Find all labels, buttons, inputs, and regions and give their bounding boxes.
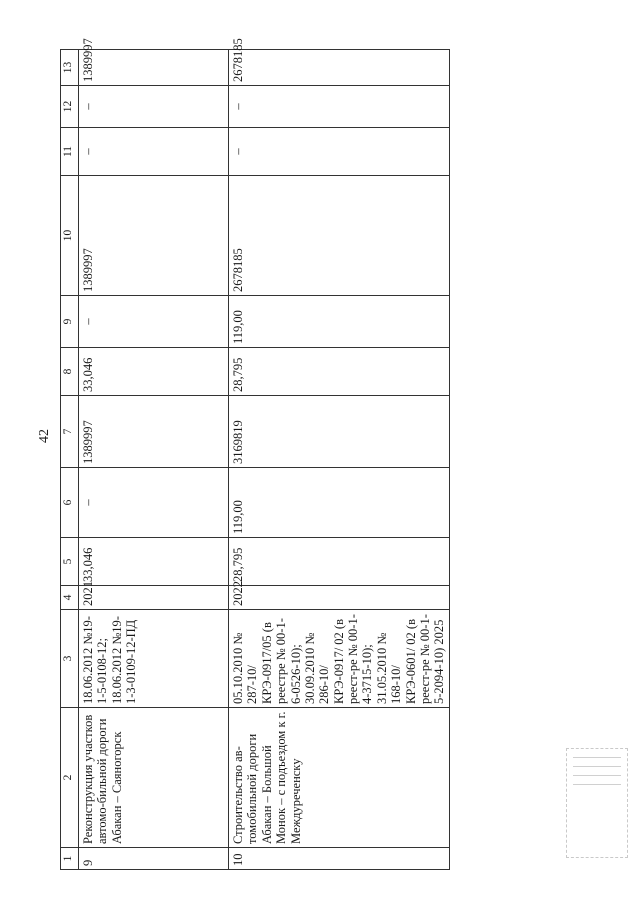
cell-9: 119,00 [229, 296, 450, 348]
col-header: 7 [61, 396, 79, 468]
cell-7: 1389997 [79, 396, 229, 468]
col-header: 8 [61, 348, 79, 396]
rotated-table-container [60, 38, 580, 870]
cell-12: – [229, 86, 450, 128]
col-header: 9 [61, 296, 79, 348]
stamp-mark [566, 748, 628, 858]
approval-details: 18.06.2012 №19-1-5-0108-12; 18.06.2012 №19-1-3-0109-12-ПД [79, 610, 229, 708]
year: 2021 [79, 586, 229, 610]
cell-11: – [229, 128, 450, 176]
col-header: 2 [61, 708, 79, 848]
cell-5: 28,795 [229, 538, 450, 586]
col-header: 12 [61, 86, 79, 128]
col-header: 5 [61, 538, 79, 586]
object-name: Строительство ав-томобильной дороги Абакан – Большой Монок – с подъездом к г. Междуреченску [229, 708, 450, 848]
object-name: Реконструкция участков автомо-бильной дороги Абакан – Саяногорск [79, 708, 229, 848]
col-header: 1 [61, 848, 79, 870]
cell-13: 1389997 [79, 50, 229, 86]
cell-6: – [79, 468, 229, 538]
table-row [229, 50, 450, 870]
col-header: 3 [61, 610, 79, 708]
col-header: 13 [61, 50, 79, 86]
cell-12: – [79, 86, 229, 128]
cell-10: 1389997 [79, 176, 229, 296]
approval-details: 05.10.2010 № 287-10/ КРЭ-0917/05 (в реестре № 00-1-6-0526-10); 30.09.2010 № 286-10/ КРЭ-0917/ 02 (в реест-ре № 00-1-4-3715-10); 31.05.2010 № 168-10/ КРЭ-0601/ 02 (в реест-ре № 00-1-5-2094-10) 2025 [229, 610, 450, 708]
cell-8: 28,795 [229, 348, 450, 396]
cell-8: 33,046 [79, 348, 229, 396]
col-header: 4 [61, 586, 79, 610]
row-number: 9 [79, 848, 229, 870]
year: 2022 [229, 586, 450, 610]
data-table [60, 38, 450, 870]
row-number: 10 [229, 848, 450, 870]
cell-9: – [79, 296, 229, 348]
cell-13: 2678185 [229, 50, 450, 86]
col-header: 6 [61, 468, 79, 538]
page-number: 42 [37, 429, 52, 443]
table-row [79, 50, 229, 870]
header-row [61, 50, 79, 870]
cell-10: 2678185 [229, 176, 450, 296]
cell-5: 33,046 [79, 538, 229, 586]
col-header: 11 [61, 128, 79, 176]
cell-11: – [79, 128, 229, 176]
col-header: 10 [61, 176, 79, 296]
cell-7: 3169819 [229, 396, 450, 468]
cell-6: 119,00 [229, 468, 450, 538]
